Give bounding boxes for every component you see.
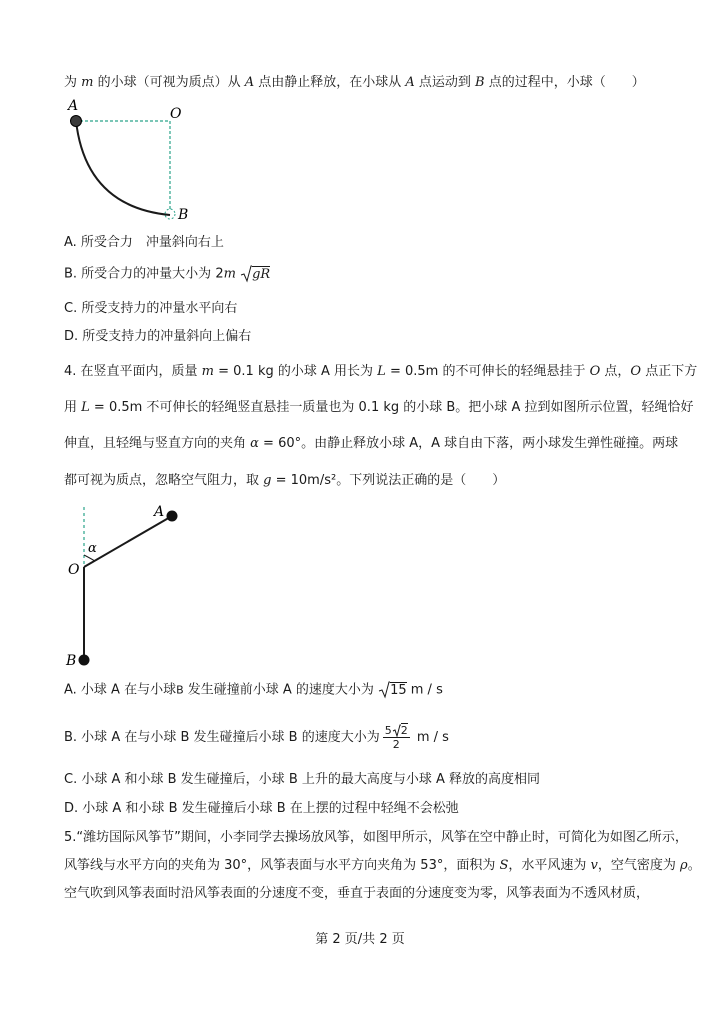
var-A: A: [244, 75, 255, 90]
text: 点正下方: [641, 364, 698, 379]
sqrt-sign: [392, 724, 401, 737]
var-S: S: [499, 858, 509, 873]
radicand: gR: [252, 266, 271, 282]
sqrt-sign: [378, 681, 390, 699]
label-O: O: [170, 106, 182, 122]
label-B: B: [66, 653, 77, 669]
unit: m / s: [406, 682, 443, 698]
text: A. 小球 A 在与小球: [64, 682, 177, 698]
text: 点运动到: [414, 75, 476, 90]
text: 点的过程中，小球（ ）: [484, 75, 645, 90]
ball-B: [79, 655, 90, 666]
q4-option-B: [64, 720, 449, 756]
unit: m / s: [412, 730, 449, 745]
coef: 5: [384, 723, 392, 737]
text: 。: [687, 858, 701, 873]
text: 伸直，且轻绳与竖直方向的夹角: [64, 436, 251, 451]
page-footer: 第 2 页/共 2 页: [315, 932, 405, 947]
label-A: A: [154, 504, 165, 520]
var-L: L: [81, 400, 90, 415]
text: = 10m/s²。下列说法正确的是（ ）: [271, 473, 506, 488]
text: B. 小球 A 在与小球 B 发生碰撞后小球 B 的速度大小为: [64, 730, 380, 745]
radicand: 2: [400, 723, 408, 737]
fraction: [383, 724, 410, 752]
var-A: A: [405, 75, 415, 90]
denominator: 2: [392, 738, 400, 752]
text: 点由静止释放，在小球从: [254, 75, 406, 90]
q4-option-C: C. 小球 A 和小球 B 发生碰撞后，小球 B 上升的最大高度与小球 A 释放的高度相同: [64, 772, 541, 787]
text: ，空气密度为: [597, 858, 681, 873]
var-L: L: [377, 364, 386, 379]
radicand: 15: [390, 682, 407, 698]
var-m: m: [81, 75, 94, 90]
text: 风筝线与水平方向的夹角为 30°，风筝表面与水平方向夹角为 53°，面积为: [64, 858, 500, 873]
ball-A: [167, 511, 178, 522]
text: 为: [64, 75, 82, 90]
var-B: B: [475, 75, 485, 90]
numerator: [383, 724, 410, 739]
text: ，水平风速为: [508, 858, 591, 873]
var-m: m: [201, 364, 214, 379]
q3-option-A: A. 所受合力 冲量斜向右上: [64, 235, 224, 250]
label-O: O: [68, 562, 80, 578]
var-O: O: [589, 364, 601, 379]
text: = 0.5m 不可伸长的轻绳竖直悬挂一质量也为 0.1 kg 的小球 B。把小球 A 拉到如图所示位置，轻绳恰好: [89, 400, 694, 415]
text: = 60°。由静止释放小球 A，A 球自由下落，两小球发生弹性碰撞。两球: [258, 436, 679, 451]
text: = 0.1 kg 的小球 A 用长为: [214, 364, 378, 379]
var-alpha: α: [250, 436, 259, 451]
var-v: v: [590, 858, 598, 873]
text: B. 所受合力的冲量大小为 2: [64, 266, 224, 282]
text: 4. 在竖直平面内，质量: [64, 364, 202, 379]
text: 都可视为质点，忽略空气阻力，取: [64, 473, 264, 488]
text: 发生碰撞前小球 A 的速度大小为: [183, 682, 379, 698]
q4-option-D: D. 小球 A 和小球 B 发生碰撞后小球 B 在上摆的过程中轻绳不会松弛: [64, 801, 459, 816]
label-B: B: [178, 207, 189, 223]
text: 点，: [600, 364, 631, 379]
q5-line-2: [64, 857, 701, 875]
var-rho: ρ: [680, 858, 688, 873]
text: 的小球（可视为质点）从: [93, 75, 245, 90]
q5-line-3: 空气吹到风筝表面时沿风筝表面的分速度不变，垂直于表面的分速度变为零，风筝表面为不透风材质，: [64, 886, 650, 901]
q5-line-1: 5.“潍坊国际风筝节”期间，小李同学去操场放风筝，如图甲所示，风筝在空中静止时，可简化为如图乙所示，: [64, 830, 688, 845]
q3-option-D: D. 所受支持力的冲量斜向上偏右: [64, 329, 252, 344]
small-B: B: [176, 683, 184, 697]
q3-option-C: C. 所受支持力的冲量水平向右: [64, 301, 238, 316]
var-O: O: [630, 364, 642, 379]
rope-OA: [84, 516, 172, 567]
label-A: A: [68, 98, 79, 114]
var-g: g: [263, 473, 272, 488]
text: 用: [64, 400, 82, 415]
text: = 0.5m 的不可伸长的轻绳悬挂于: [385, 364, 590, 379]
label-alpha: α: [88, 541, 97, 556]
q4-option-A: [64, 681, 443, 700]
var-m: m: [223, 266, 236, 282]
